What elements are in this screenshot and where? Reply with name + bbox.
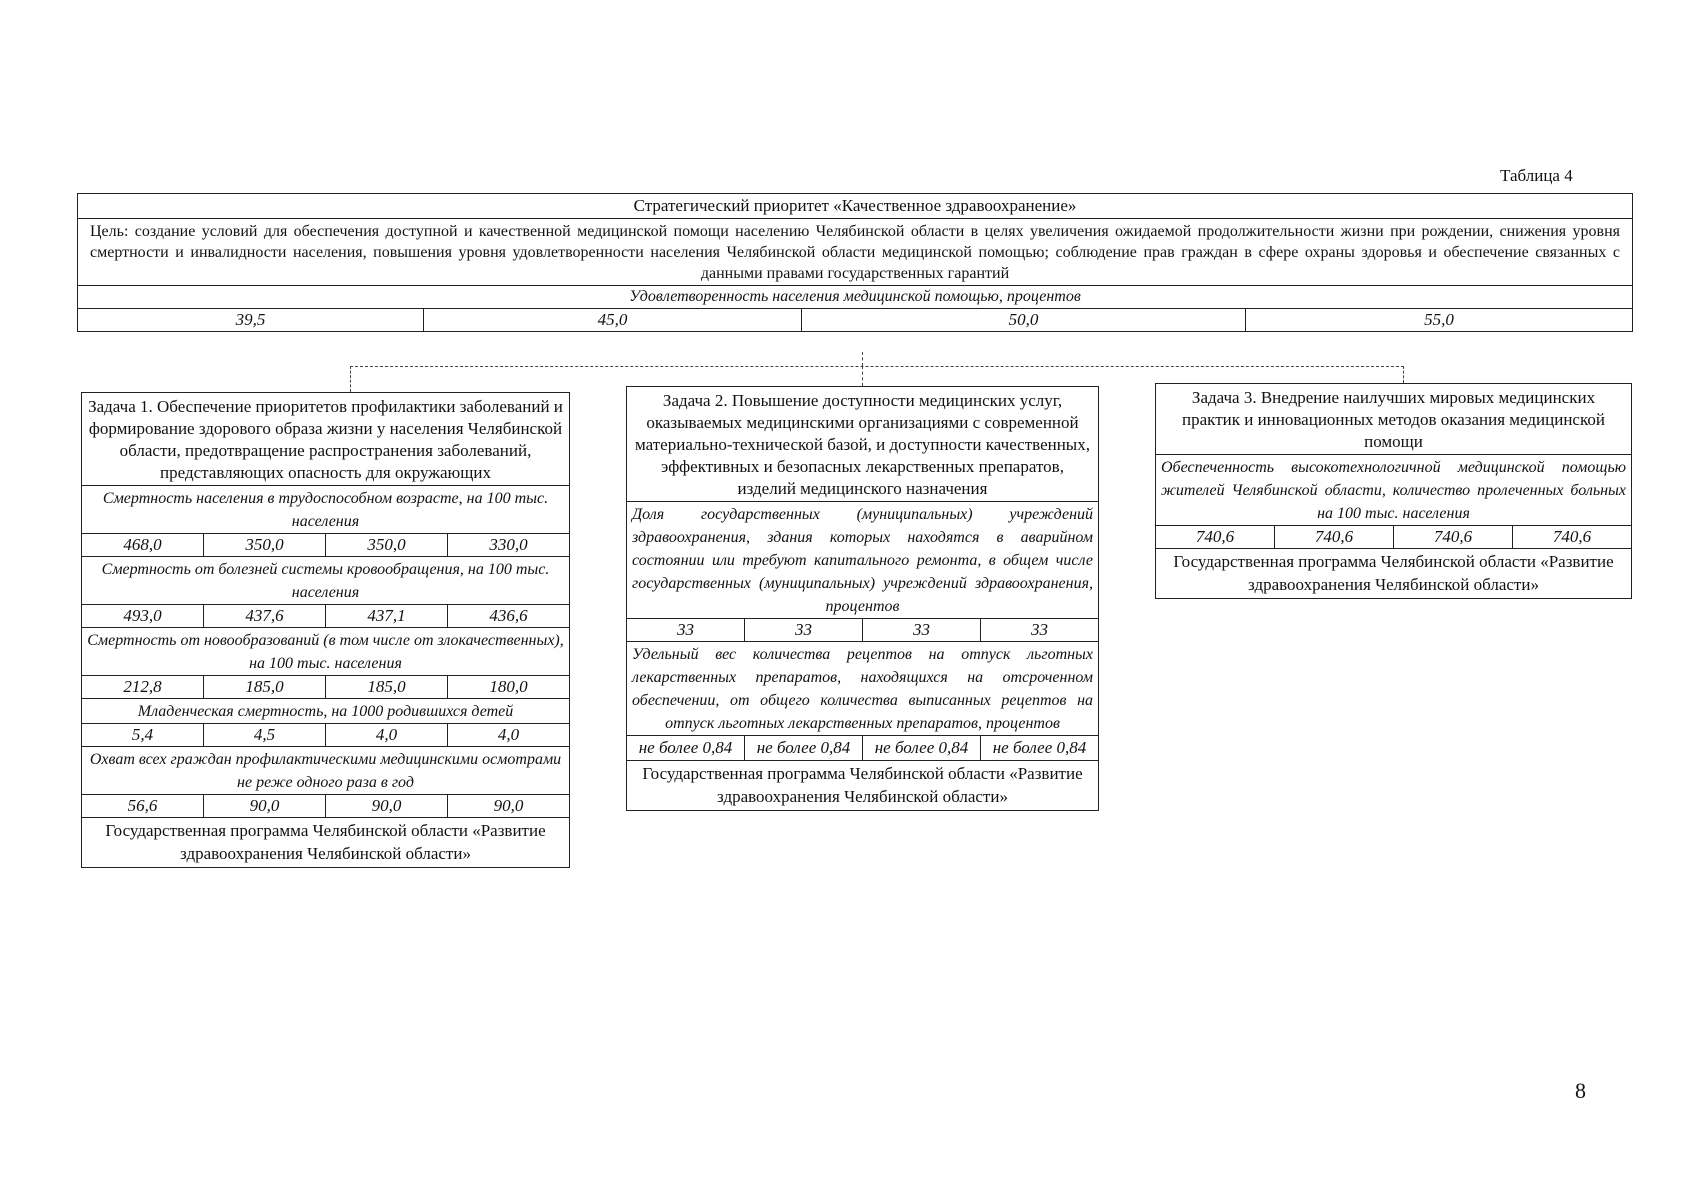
value-cell: 740,6: [1156, 526, 1275, 548]
value-cell: 90,0: [326, 795, 448, 817]
task-title: Задача 2. Повышение доступности медицинских услуг, оказываемых медицинскими организациями с современной материально-технической базой, и доступности качественных, эффективных и безопасных лекарственных препаратов, изделий медицинского назначения: [627, 387, 1098, 502]
indicator-values: [82, 676, 569, 699]
page-number: 8: [1575, 1078, 1586, 1103]
value-cell: не более 0,84: [992, 738, 1087, 757]
task-2-box: [626, 386, 1099, 811]
value-cell: 90,0: [204, 795, 326, 817]
indicator-values: [627, 619, 1098, 642]
value-cell: 4,5: [204, 724, 326, 746]
indicator-values: [82, 795, 569, 818]
connector-line: [350, 366, 351, 392]
value-cell: не более 0,84: [745, 736, 863, 760]
task-3-box: [1155, 383, 1632, 599]
value-cell: не более 0,84: [863, 736, 981, 760]
program-name: Государственная программа Челябинской области «Развитие здравоохранения Челябинской области»: [642, 764, 1083, 806]
indicator-values: [1156, 526, 1631, 549]
indicator-name: Смертность населения в трудоспособном возрасте, на 100 тыс. населения: [82, 486, 569, 534]
goal-text: Цель: создание условий для обеспечения доступной и качественной медицинской помощи населению Челябинской области в целях увеличения ожидаемой продолжительности жизни при рождении, снижения уровня смертности и инвалидности населения, повышения уровня удовлетворенности населения Челябинской области медицинской помощью; соблюдение прав граждан в сфере охраны здоровья и обеспечение связанных с данными правами государственных гарантий: [78, 219, 1632, 286]
indicator-name: Младенческая смертность, на 1000 родившихся детей: [82, 699, 569, 724]
value-cell: 56,6: [82, 795, 204, 817]
connector-line: [862, 366, 863, 386]
value-cell: 5,4: [82, 724, 204, 746]
connector-line: [862, 352, 863, 366]
value-cell: 740,6: [1552, 527, 1592, 546]
program-name: Государственная программа Челябинской области «Развитие здравоохранения Челябинской области»: [1173, 552, 1614, 594]
value-cell: 50,0: [802, 309, 1246, 331]
indicator-values: [627, 736, 1098, 761]
value-cell: 468,0: [82, 534, 204, 556]
indicator-name: Смертность от болезней системы кровообращения, на 100 тыс. населения: [82, 557, 569, 605]
value-cell: 437,1: [326, 605, 448, 627]
value-cell: 185,0: [204, 676, 326, 698]
connector-line: [1403, 366, 1404, 383]
value-cell: 740,6: [1275, 526, 1394, 548]
indicator-name: Доля государственных (муниципальных) учреждений здравоохранения, здания которых находятся в аварийном состоянии или требуют капитального ремонта, в общем числе государственных (муниципальных) учреждений здравоохранения, процентов: [627, 502, 1098, 619]
value-cell: 350,0: [326, 534, 448, 556]
value-cell: 493,0: [82, 605, 204, 627]
value-cell: 740,6: [1394, 526, 1513, 548]
table-label: Таблица 4: [1500, 166, 1573, 185]
value-cell: 33: [745, 619, 863, 641]
top-indicator-name: Удовлетворенность населения медицинской помощью, процентов: [78, 286, 1632, 309]
value-cell: не более 0,84: [627, 736, 745, 760]
indicator-name: Обеспеченность высокотехнологичной медицинской помощью жителей Челябинской области, количество пролеченных больных на 100 тыс. населения: [1156, 455, 1631, 526]
value-cell: 33: [627, 619, 745, 641]
value-cell: 45,0: [424, 309, 802, 331]
value-cell: 212,8: [82, 676, 204, 698]
indicator-name: Удельный вес количества рецептов на отпуск льготных лекарственных препаратов, находящихся на отсроченном обеспечении, от общего количества выписанных рецептов на отпуск льготных лекарственных препаратов, процентов: [627, 642, 1098, 736]
strategic-priority-table: [77, 193, 1633, 332]
indicator-name: Охват всех граждан профилактическими медицинскими осмотрами не реже одного раза в год: [82, 747, 569, 795]
indicator-values: [82, 534, 569, 557]
value-cell: 33: [1031, 620, 1048, 639]
value-cell: 4,0: [326, 724, 448, 746]
value-cell: 39,5: [78, 309, 424, 331]
indicator-values: [82, 724, 569, 747]
task-title: Задача 1. Обеспечение приоритетов профилактики заболеваний и формирование здорового образа жизни у населения Челябинской области, предотвращение распространения заболеваний, представляющих опасность для окружающих: [82, 393, 569, 486]
indicator-name: Смертность от новообразований (в том числе от злокачественных), на 100 тыс. населения: [82, 628, 569, 676]
connector-line: [350, 366, 1404, 367]
value-cell: 4,0: [497, 725, 520, 744]
value-cell: 55,0: [1424, 310, 1454, 329]
value-cell: 180,0: [489, 677, 528, 696]
task-1-box: [81, 392, 570, 868]
value-cell: 185,0: [326, 676, 448, 698]
value-cell: 350,0: [204, 534, 326, 556]
top-indicator-values: [78, 309, 1632, 331]
value-cell: 330,0: [489, 535, 528, 554]
program-name: Государственная программа Челябинской области «Развитие здравоохранения Челябинской области»: [105, 821, 546, 863]
value-cell: 436,6: [489, 606, 528, 625]
indicator-values: [82, 605, 569, 628]
value-cell: 90,0: [493, 796, 524, 815]
value-cell: 33: [863, 619, 981, 641]
value-cell: 437,6: [204, 605, 326, 627]
task-title: Задача 3. Внедрение наилучших мировых медицинских практик и инновационных методов оказания медицинской помощи: [1156, 384, 1631, 455]
priority-title: Стратегический приоритет «Качественное здравоохранение»: [78, 194, 1632, 219]
